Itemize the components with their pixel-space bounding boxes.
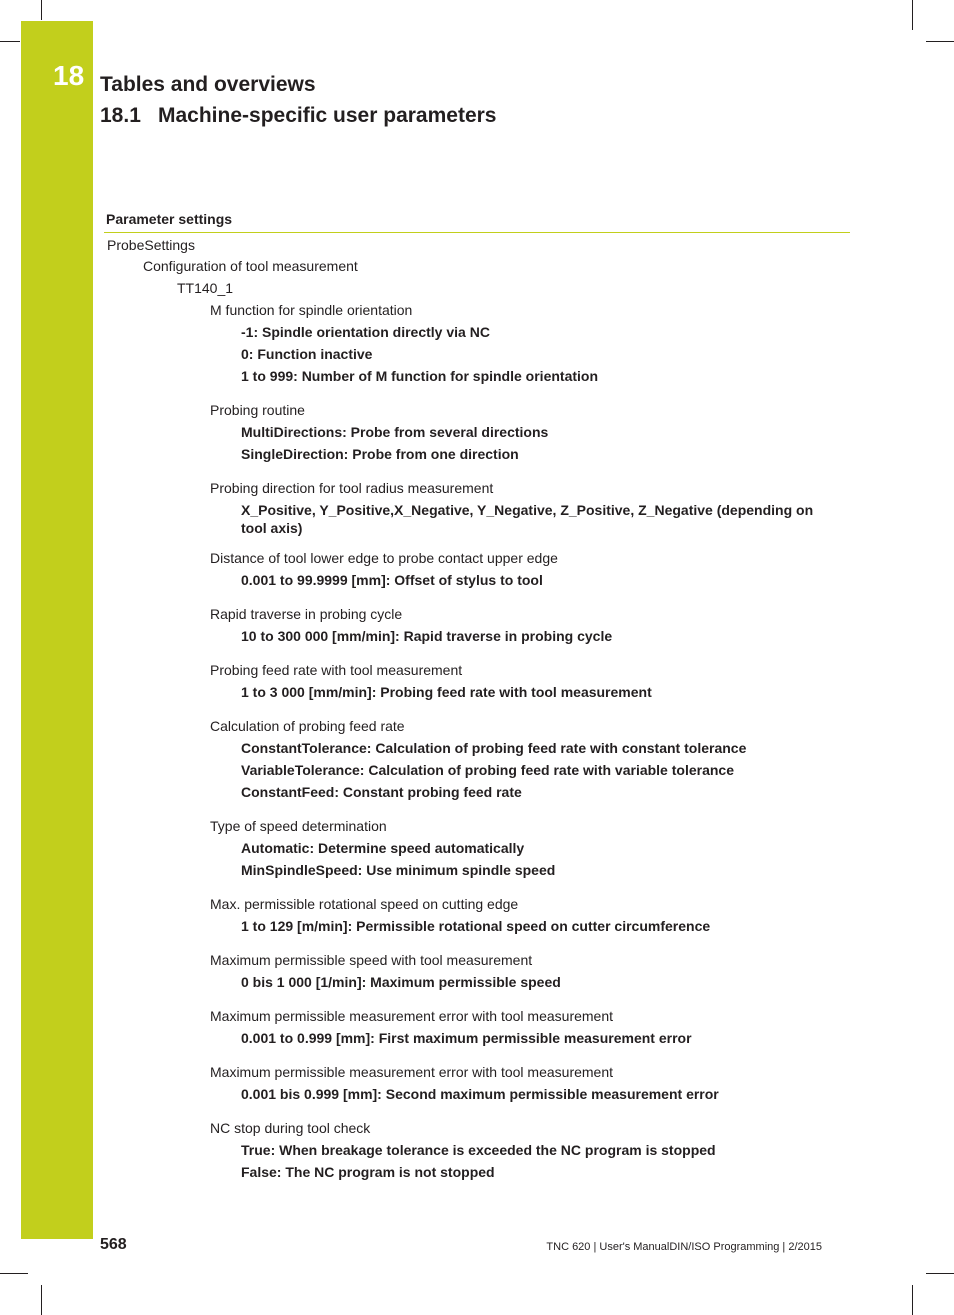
crop-mark <box>0 41 20 42</box>
section-title-text: Machine-specific user parameters <box>158 104 497 127</box>
parameter-label: Type of speed determination <box>210 818 387 834</box>
footer-text: TNC 620 | User's ManualDIN/ISO Programming | 2/2015 <box>546 1241 822 1253</box>
parameter-group <box>210 401 954 423</box>
parameter-label: M function for spindle orientation <box>210 302 413 318</box>
chapter-number: 18 <box>53 60 85 91</box>
parameter-group <box>210 895 954 917</box>
parameter-option: 0.001 to 99.9999 [mm]: Offset of stylus to tool <box>241 572 543 588</box>
parameter-group <box>210 549 954 571</box>
parameter-label: Rapid traverse in probing cycle <box>210 606 403 622</box>
parameter-label: Probing feed rate with tool measurement <box>210 662 463 678</box>
parameter-option: 1 to 3 000 [mm/min]: Probing feed rate with tool measurement <box>241 684 652 700</box>
parameter-label: Probing direction for tool radius measurement <box>210 480 494 496</box>
parameter-option: -1: Spindle orientation directly via NC <box>241 324 490 340</box>
parameter-group <box>210 951 954 973</box>
parameter-option: Automatic: Determine speed automatically <box>241 840 525 856</box>
group-gap <box>0 705 954 717</box>
crop-mark <box>41 0 42 20</box>
table-header: Parameter settings <box>106 211 233 227</box>
group-gap <box>0 649 954 661</box>
parameter-label: Max. permissible rotational speed on cutting edge <box>210 896 519 912</box>
group-gap <box>0 1051 954 1063</box>
parameter-group <box>210 1063 954 1085</box>
section-title <box>100 103 496 129</box>
parameter-option: 0: Function inactive <box>241 346 373 362</box>
group-gap <box>0 467 954 479</box>
tree-level-3: TT140_1 <box>177 280 234 296</box>
parameter-tree <box>0 236 954 1185</box>
parameter-option: MultiDirections: Probe from several directions <box>241 424 549 440</box>
crop-mark <box>912 1285 913 1315</box>
parameter-label: Calculation of probing feed rate <box>210 718 405 734</box>
group-gap <box>0 805 954 817</box>
section-number: 18.1 <box>100 104 141 127</box>
parameter-option: False: The NC program is not stopped <box>241 1164 495 1180</box>
parameter-option: X_Positive, Y_Positive,X_Negative, Y_Negative, Z_Positive, Z_Negative (depending on tool axis) <box>241 502 814 536</box>
parameter-option: 1 to 999: Number of M function for spindle orientation <box>241 368 599 384</box>
group-gap <box>0 995 954 1007</box>
parameter-group <box>210 717 954 739</box>
parameter-option: 0 bis 1 000 [1/min]: Maximum permissible speed <box>241 974 561 990</box>
parameter-label: Maximum permissible measurement error with tool measurement <box>210 1008 614 1024</box>
parameter-group <box>210 1119 954 1141</box>
crop-mark <box>41 1285 42 1315</box>
group-gap <box>0 939 954 951</box>
tree-level-1: ProbeSettings <box>107 237 195 253</box>
table-header-rule <box>104 232 850 233</box>
parameter-option: VariableTolerance: Calculation of probing feed rate with variable tolerance <box>241 762 734 778</box>
crop-mark <box>0 1273 28 1274</box>
parameter-option: 10 to 300 000 [mm/min]: Rapid traverse in probing cycle <box>241 628 613 644</box>
parameter-label: Maximum permissible measurement error with tool measurement <box>210 1064 614 1080</box>
chapter-title: Tables and overviews <box>100 73 316 96</box>
parameter-option: 0.001 to 0.999 [mm]: First maximum permissible measurement error <box>241 1030 692 1046</box>
page-number: 568 <box>100 1236 127 1253</box>
parameter-group <box>210 817 954 839</box>
parameter-label: Maximum permissible speed with tool measurement <box>210 952 533 968</box>
parameter-label: NC stop during tool check <box>210 1120 371 1136</box>
parameter-group <box>210 661 954 683</box>
parameter-option: ConstantTolerance: Calculation of probing feed rate with constant tolerance <box>241 740 747 756</box>
parameter-option: MinSpindleSpeed: Use minimum spindle speed <box>241 862 556 878</box>
parameter-group <box>210 605 954 627</box>
parameter-group <box>210 1007 954 1029</box>
parameter-group <box>210 301 954 323</box>
crop-mark <box>926 41 954 42</box>
group-gap <box>0 883 954 895</box>
parameter-group <box>210 479 954 501</box>
group-gap <box>0 1107 954 1119</box>
group-gap <box>0 593 954 605</box>
crop-mark <box>926 1273 954 1274</box>
parameter-label: Probing routine <box>210 402 305 418</box>
crop-mark <box>912 0 913 30</box>
parameter-option: 1 to 129 [m/min]: Permissible rotational speed on cutter circumference <box>241 918 711 934</box>
parameter-option: ConstantFeed: Constant probing feed rate <box>241 784 522 800</box>
parameter-label: Distance of tool lower edge to probe contact upper edge <box>210 550 558 566</box>
group-gap <box>0 389 954 401</box>
parameter-option: 0.001 bis 0.999 [mm]: Second maximum permissible measurement error <box>241 1086 719 1102</box>
parameter-option: True: When breakage tolerance is exceeded the NC program is stopped <box>241 1142 716 1158</box>
tree-level-2: Configuration of tool measurement <box>143 258 358 274</box>
parameter-list <box>0 301 954 1185</box>
group-gap <box>0 537 954 549</box>
parameter-option: SingleDirection: Probe from one direction <box>241 446 519 462</box>
